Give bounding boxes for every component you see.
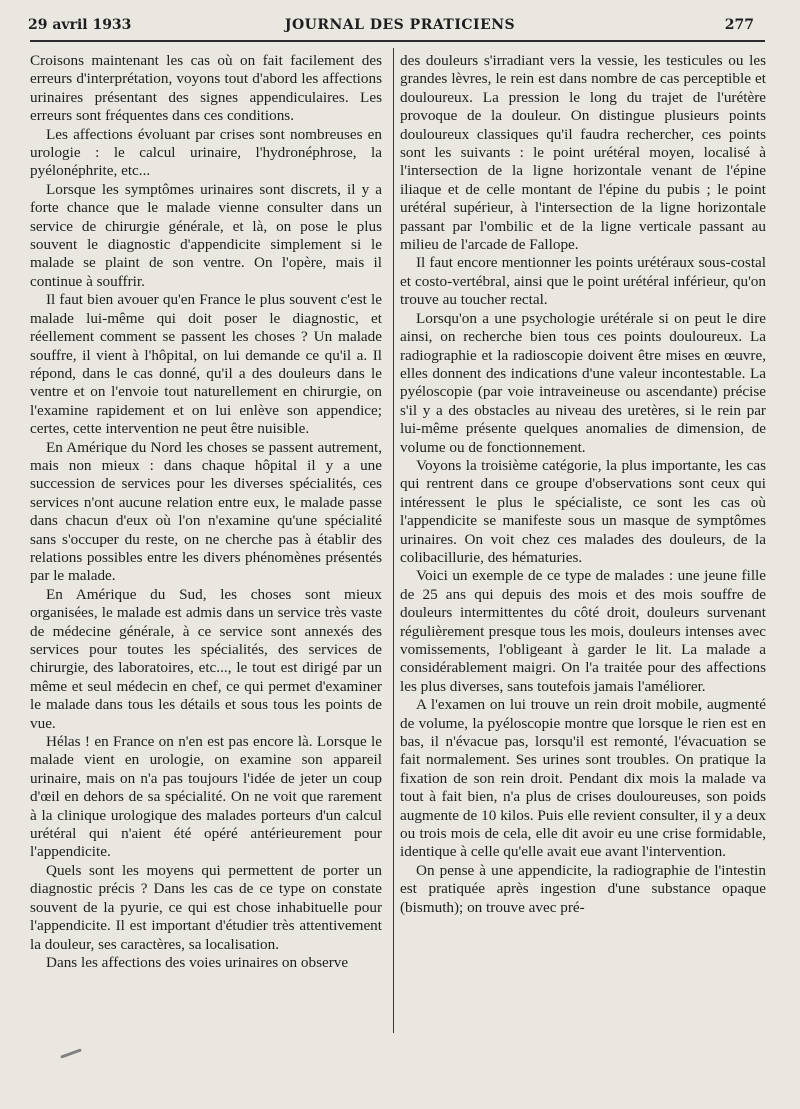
paragraph: Croisons maintenant les cas où on fait facilement des erreurs d'interprétation, voyons tout d'abord les affections urinaires présentant des signes appendiculaires. Les erreurs sont fréquentes dans ces conditions. [30,52,382,125]
header-rule [30,40,765,42]
journal-title: JOURNAL DES PRATICIENS [284,17,516,33]
page-number: 277 [724,17,754,33]
paragraph: Les affections évoluant par crises sont nombreuses en urologie : le calcul urinaire, l'hydronéphrose, la pyélonéphrite, etc... [30,125,382,180]
paragraph: En Amérique du Sud, les choses sont mieux organisées, le malade est admis dans un service très vaste de médecine générale, à ce service sont annexés des services pour toutes les spécialités, des services de chirurgie, des laboratoires, etc..., le tout est dirigé par un même et seul médecin en chef, ce qui permet d'examiner le malade dans tous les détails et sous tous les points de vue. [30,585,382,732]
ink-smudge [60,1048,82,1058]
left-column [30,52,382,1037]
paragraph: Lorsque les symptômes urinaires sont discrets, il y a forte chance que le malade vienne consulter dans un service de chirurgie générale, et là, on pose le plus souvent le diagnostic d'appendicite simplement si le malade se plaint de son ventre. On l'opère, mais il continue à souffrir. [30,180,382,290]
paragraph: Voici un exemple de ce type de malades : une jeune fille de 25 ans qui depuis des mois et des mois souffre de douleurs intermittentes du côté droit, douleurs survenant régulièrement presque tous les mois, douleurs intenses avec vomissements, l'obligeant à garder le lit. La malade a considérablement maigri. On l'a traitée pour des affections les plus diverses, sans toutefois jamais l'améliorer. [400,567,766,695]
right-column [400,52,766,1037]
paragraph: Quels sont les moyens qui permettent de porter un diagnostic précis ? Dans les cas de ce type on constate souvent de la pyurie, ce qui est chose inhabituelle pour l'appendicite. Il est important d'étudier très attentivement la douleur, ses caractères, sa localisation. [30,861,382,953]
paragraph: En Amérique du Nord les choses se passent autrement, mais non mieux : dans chaque hôpital il y a une succession de services pour les diverses spécialités, ces services n'ont aucune relation entre eux, le malade passe dans chacun d'eux où l'on n'examine qu'une spécialité sans s'occuper du reste, on ne cherche pas à établir des relations possibles entre les divers phénomènes présentés par le malade. [30,438,382,585]
paragraph: Hélas ! en France on n'en est pas encore là. Lorsque le malade vient en urologie, on examine son appareil urinaire, mais on n'a pas toujours l'idée de jeter un coup d'œil en dehors de sa spécialité. On ne voit que rarement à la clinique urologique des malades porteurs d'un calcul urétéral qui n'aient été opéré antérieurement pour l'appendicite. [30,733,382,861]
page-header [0,0,800,50]
paragraph: Il faut bien avouer qu'en France le plus souvent c'est le malade lui-même qui doit poser le diagnostic, et réellement comment se passent les choses ? Un malade souffre, il vient à l'hôpital, on lui demande ce qu'il a. Il répond, dans le cas donné, qu'il a des douleurs dans le ventre et on l'envoie tout naturellement en chirurgie, on l'examine rapidement et on lui enlève son appendice; certes, cette intervention ne peut être nuisible. [30,291,382,438]
paragraph: A l'examen on lui trouve un rein droit mobile, augmenté de volume, la pyéloscopie montre que lorsque le rien est en bas, il n'évacue pas, lorsqu'il est remonté, l'évacuation se fait normalement. Ses urines sont troubles. On pratique la fixation de son rein droit. Pendant dix mois la malade va tout à fait bien, n'a plus de crises douloureuses, son poids augmente de 10 kilos. Puis elle revient consulter, il y a deux ou trois mois de cela, elle dit avoir eu une crise formidable, identique à celle qu'elle avait eue avant l'intervention. [400,696,766,861]
paragraph: On pense à une appendicite, la radiographie de l'intestin est pratiquée après ingestion d'une substance opaque (bismuth); on trouve avec pré- [400,861,766,916]
paragraph: Voyons la troisième catégorie, la plus importante, les cas qui rentrent dans ce groupe d'observations sont ceux qui intéressent le plus le spécialiste, ce sont les cas où l'appendicite se manifeste sous un masque de symptômes urinaires. On voit chez ces malades des douleurs, de la colibacillurie, des hématuries. [400,456,766,566]
paragraph: Il faut encore mentionner les points urétéraux sous-costal et costo-vertébral, ainsi que le point urétéral inférieur, qu'on trouve au toucher rectal. [400,254,766,309]
header-date: 29 avril 1933 [28,17,132,33]
paragraph: Dans les affections des voies urinaires on observe [46,953,349,971]
paragraph: des douleurs s'irradiant vers la vessie, les testicules ou les grandes lèvres, le rein est dans nombre de cas perceptible et douloureux. La pression le long du trajet de l'urétère provoque de la douleur. On distingue plusieurs points douloureux classiques qu'il faudra rechercher, ces points sont les suivants : le point urétéral moyen, localisé à l'intersection de la ligne horizontale venant de l'épine iliaque et de celle montant de l'épine du pubis ; le point urétéral supérieur, à l'intersection de la ligne horizontale passant par l'ombilic et de la ligne verticale passant au milieu de l'arcade de Fallope. [400,52,766,254]
column-divider [393,48,394,1033]
paragraph: Lorsqu'on a une psychologie urétérale si on peut le dire ainsi, on recherche bien tous ces points douloureux. La radiographie et la radioscopie doivent être mises en œuvre, elles donnent des indications d'une valeur incontestable. La pyéloscopie (par voie intraveineuse ou ascendante) précise s'il y a des obstacles au niveau des uretères, si le rein par lui-même présente quelques anomalies de dimension, de volume ou de fonctionnement. [400,309,766,456]
